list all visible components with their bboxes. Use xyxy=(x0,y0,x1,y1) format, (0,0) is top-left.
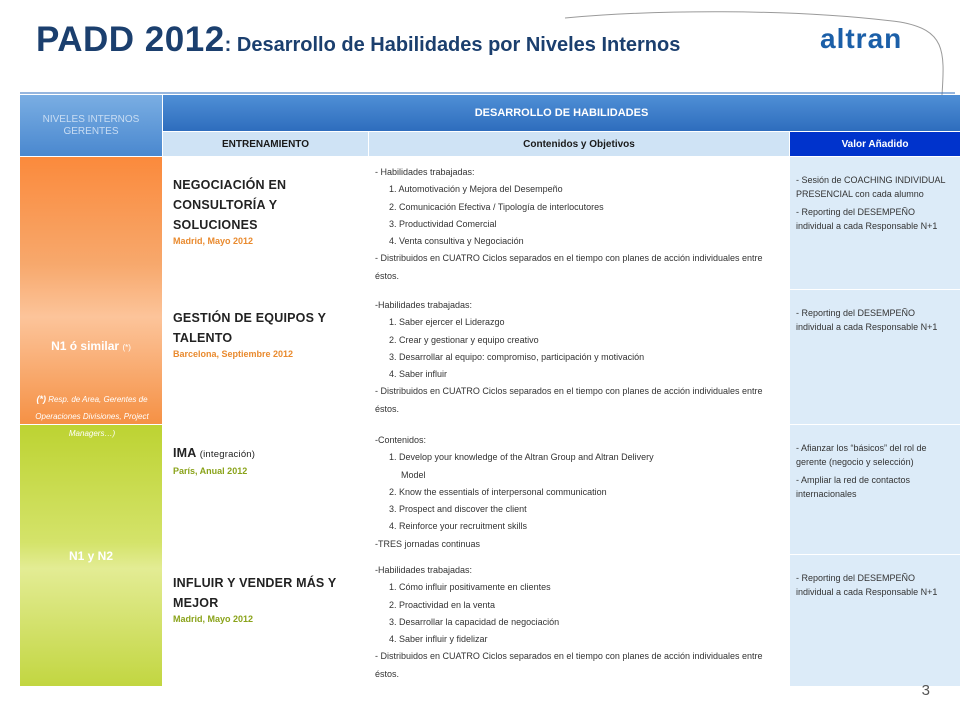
training-place: Madrid, Mayo 2012 xyxy=(173,236,254,246)
content-line: 2. Comunicación Efectiva / Tipología de interlocutores xyxy=(389,201,604,212)
content-line: 1. Cómo influir positivamente en clientes xyxy=(389,582,551,593)
content-line: 1. Develop your knowledge of the Altran Group and Altran Delivery xyxy=(389,452,654,463)
content-line: -Habilidades trabajadas: xyxy=(375,565,473,575)
content-line: 4. Saber influir y fidelizar xyxy=(389,634,488,645)
content-line: 3. Productividad Comercial xyxy=(389,218,497,229)
value-cell xyxy=(790,555,960,686)
content-line: 3. Desarrollar al equipo: compromiso, participación y motivación xyxy=(389,351,645,362)
content-cell xyxy=(369,425,789,554)
training-cell xyxy=(163,157,368,289)
level-n1-n2: N1 y N2 xyxy=(20,425,162,686)
header-niveles: NIVELES INTERNOS GERENTES xyxy=(20,95,162,156)
training-name: IMA (integración) xyxy=(173,446,256,460)
page-title xyxy=(36,20,680,60)
content-line: 2. Crear y gestionar y equipo creativo xyxy=(389,334,539,345)
content-line: 3. Desarrollar la capacidad de negociación xyxy=(389,616,560,627)
training-name: NEGOCIACIÓN EN CONSULTORÍA Y SOLUCIONES xyxy=(173,178,287,232)
value-cell xyxy=(790,290,960,424)
value-line: - Reporting del DESEMPEÑO individual a cada Responsable N+1 xyxy=(796,207,938,231)
level-label: N1 ó similar (*) xyxy=(51,339,131,353)
training-cell xyxy=(163,555,368,686)
training-place: París, Anual 2012 xyxy=(173,466,248,476)
header-entrenamiento: ENTRENAMIENTO xyxy=(163,132,368,156)
content-line: - Habilidades trabajadas: xyxy=(375,167,475,177)
content-line: 2. Know the essentials of interpersonal communication xyxy=(389,486,607,497)
training-cell xyxy=(163,425,368,554)
content-line: 3. Prospect and discover the client xyxy=(389,504,527,515)
value-line: - Sesión de COACHING INDIVIDUAL PRESENCIAL con cada alumno xyxy=(796,175,946,199)
value-line: - Ampliar la red de contactos internacionales xyxy=(796,475,911,499)
content-line: - Distribuidos en CUATRO Ciclos separados en el tiempo con planes de acción individuales entre éstos. xyxy=(375,651,763,679)
value-cell xyxy=(790,425,960,554)
content-line: 4. Reinforce your recruitment skills xyxy=(389,521,528,532)
content-line: 4. Saber influir xyxy=(389,369,448,380)
value-cell xyxy=(790,157,960,289)
content-line: 1. Automotivación y Mejora del Desempeño xyxy=(389,184,563,195)
content-line: -Contenidos: xyxy=(375,435,427,445)
altran-logo xyxy=(818,22,938,56)
content-cell xyxy=(369,290,789,424)
training-name: GESTIÓN DE EQUIPOS Y TALENTO xyxy=(173,311,326,345)
training-cell xyxy=(163,290,368,424)
header-valor: Valor Añadido xyxy=(790,132,960,156)
page-number: 3 xyxy=(921,682,930,699)
value-line: - Afianzar los “básicos” del rol de gerente (negocio y selección) xyxy=(796,443,927,467)
level-note: (*) Resp. de Area, Gerentes de Operaciones Divisiones, Project Managers…) xyxy=(35,394,149,438)
header-contenidos: Contenidos y Objetivos xyxy=(369,132,789,156)
content-line: 2. Proactividad en la venta xyxy=(389,599,496,610)
content-line: -Habilidades trabajadas: xyxy=(375,300,473,310)
content-cell xyxy=(369,555,789,686)
skills-table xyxy=(20,95,957,677)
content-line: 4. Venta consultiva y Negociación xyxy=(389,236,524,247)
title-main: PADD 2012 xyxy=(36,20,225,59)
title-sub: : Desarrollo de Habilidades por Niveles Internos xyxy=(224,34,681,56)
content-line: -TRES jornadas continuas xyxy=(375,538,481,549)
value-line: - Reporting del DESEMPEÑO individual a cada Responsable N+1 xyxy=(796,573,938,597)
training-place: Madrid, Mayo 2012 xyxy=(173,614,254,624)
content-cell xyxy=(369,157,789,289)
content-line: 1. Saber ejercer el Liderazgo xyxy=(389,317,505,328)
training-name: INFLUIR Y VENDER MÁS Y MEJOR xyxy=(173,576,337,610)
header-desarrollo: DESARROLLO DE HABILIDADES xyxy=(163,95,960,131)
svg-text:altran: altran xyxy=(820,23,903,54)
content-line: - Distribuidos en CUATRO Ciclos separados en el tiempo con planes de acción individuales entre éstos. xyxy=(375,386,763,414)
level-n1 xyxy=(20,157,162,438)
training-place: Barcelona, Septiembre 2012 xyxy=(173,349,294,359)
content-line: - Distribuidos en CUATRO Ciclos separados en el tiempo con planes de acción individuales entre éstos. xyxy=(375,253,763,281)
content-line: Model xyxy=(401,469,426,480)
value-line: - Reporting del DESEMPEÑO individual a cada Responsable N+1 xyxy=(796,308,938,332)
